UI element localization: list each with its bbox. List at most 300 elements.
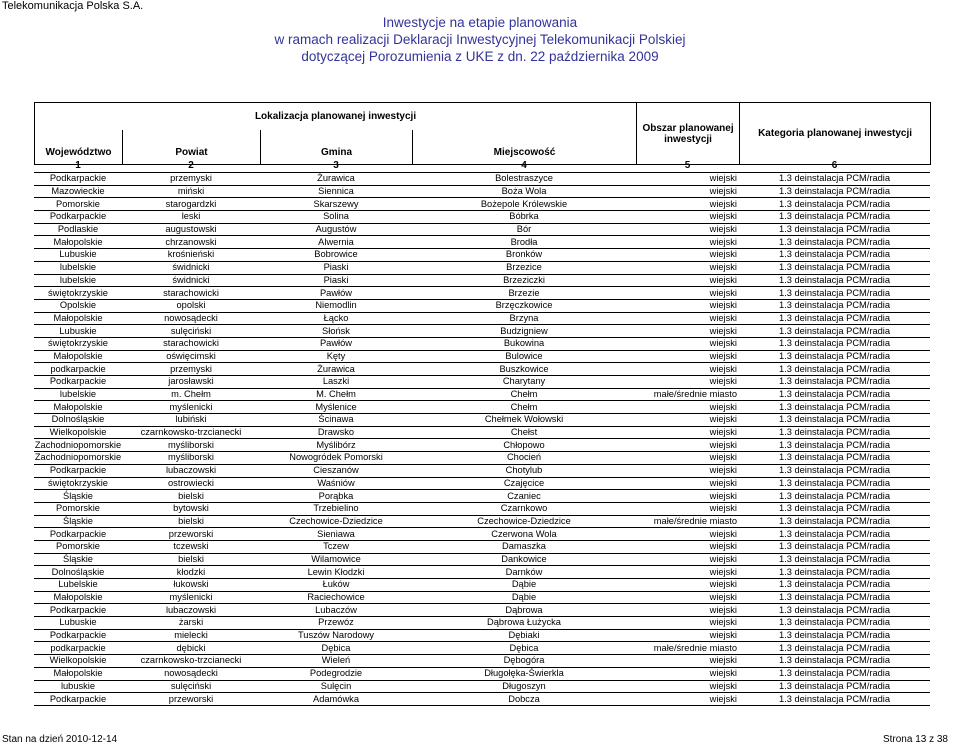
- column-number: 5: [684, 159, 691, 171]
- county-cell: augustowski: [122, 223, 260, 236]
- category-cell: 1.3 deinstalacja PCM/radia: [739, 198, 930, 211]
- commune-cell: Laszki: [260, 376, 412, 389]
- commune-cell: Trzebielino: [260, 502, 412, 515]
- area-cell: wiejski: [636, 312, 739, 325]
- county-cell: łukowski: [122, 579, 260, 592]
- area-cell: wiejski: [636, 337, 739, 350]
- voivodeship-cell: Lubuskie: [34, 249, 122, 262]
- table-row: [34, 528, 930, 541]
- county-cell: sulęciński: [122, 680, 260, 693]
- category-cell: 1.3 deinstalacja PCM/radia: [739, 236, 930, 249]
- area-cell: wiejski: [636, 325, 739, 338]
- area-cell: wiejski: [636, 693, 739, 706]
- category-cell: 1.3 deinstalacja PCM/radia: [739, 249, 930, 262]
- voivodeship-cell: Małopolskie: [34, 312, 122, 325]
- table-row: [34, 642, 930, 655]
- commune-cell: Czechowice-Dziedzice: [260, 515, 412, 528]
- area-cell: wiejski: [636, 274, 739, 287]
- category-cell: 1.3 deinstalacja PCM/radia: [739, 540, 930, 553]
- investment-table: [34, 172, 930, 706]
- locality-cell: Chełst: [412, 426, 636, 439]
- commune-cell: Tuszów Narodowy: [260, 629, 412, 642]
- area-cell: małe/średnie miasto: [636, 642, 739, 655]
- county-cell: oświęcimski: [122, 350, 260, 363]
- table-row: [34, 236, 930, 249]
- category-cell: 1.3 deinstalacja PCM/radia: [739, 452, 930, 465]
- area-cell: wiejski: [636, 401, 739, 414]
- category-cell: 1.3 deinstalacja PCM/radia: [739, 579, 930, 592]
- locality-cell: Bór: [412, 223, 636, 236]
- area-cell: wiejski: [636, 223, 739, 236]
- county-cell: kłodzki: [122, 566, 260, 579]
- county-cell: przeworski: [122, 528, 260, 541]
- area-cell: wiejski: [636, 667, 739, 680]
- table-row: [34, 490, 930, 503]
- voivodeship-cell: podkarpackie: [34, 642, 122, 655]
- voivodeship-cell: Lubelskie: [34, 579, 122, 592]
- voivodeship-cell: Podkarpackie: [34, 211, 122, 224]
- commune-cell: Łuków: [260, 579, 412, 592]
- category-cell: 1.3 deinstalacja PCM/radia: [739, 553, 930, 566]
- voivodeship-cell: Mazowieckie: [34, 185, 122, 198]
- table-row: [34, 515, 930, 528]
- locality-cell: Dąbrowa: [412, 604, 636, 617]
- area-cell: wiejski: [636, 579, 739, 592]
- commune-cell: Pawłów: [260, 287, 412, 300]
- category-cell: 1.3 deinstalacja PCM/radia: [739, 274, 930, 287]
- voivodeship-cell: Zachodniopomorskie: [34, 439, 122, 450]
- locality-cell: Dąbie: [412, 591, 636, 604]
- category-cell: 1.3 deinstalacja PCM/radia: [739, 629, 930, 642]
- area-cell: wiejski: [636, 261, 739, 274]
- commune-cell: Solina: [260, 211, 412, 224]
- category-cell: 1.3 deinstalacja PCM/radia: [739, 566, 930, 579]
- table-row: [34, 363, 930, 376]
- table-row: [34, 376, 930, 389]
- table-row: [34, 439, 930, 452]
- commune-cell: Sulęcin: [260, 680, 412, 693]
- locality-cell: Długoszyn: [412, 680, 636, 693]
- voivodeship-cell: Podkarpackie: [34, 464, 122, 477]
- locality-cell: Bronków: [412, 249, 636, 262]
- commune-cell: Myślibórz: [260, 439, 412, 452]
- voivodeship-cell: Wielkopolskie: [34, 426, 122, 439]
- county-column-header: Powiat: [123, 130, 261, 165]
- category-cell: 1.3 deinstalacja PCM/radia: [739, 604, 930, 617]
- county-cell: żarski: [122, 617, 260, 630]
- county-cell: myśliborski: [122, 439, 260, 452]
- category-cell: 1.3 deinstalacja PCM/radia: [739, 502, 930, 515]
- area-cell: wiejski: [636, 211, 739, 224]
- table-row: [34, 452, 930, 465]
- table-row: [34, 287, 930, 300]
- county-cell: m. Chełm: [122, 388, 260, 401]
- voivodeship-cell: świętokrzyskie: [34, 337, 122, 350]
- column-number: 3: [333, 159, 339, 171]
- commune-cell: Augustów: [260, 223, 412, 236]
- area-cell: wiejski: [636, 655, 739, 668]
- voivodeship-cell: świętokrzyskie: [34, 287, 122, 300]
- table-row: [34, 198, 930, 211]
- county-cell: starachowicki: [122, 337, 260, 350]
- locality-cell: Charytany: [412, 376, 636, 389]
- voivodeship-cell: Podlaskie: [34, 223, 122, 236]
- commune-cell: Podegrodzie: [260, 667, 412, 680]
- table-row: [34, 401, 930, 414]
- area-cell: wiejski: [636, 439, 739, 452]
- commune-cell: Łącko: [260, 312, 412, 325]
- commune-cell: Drawsko: [260, 426, 412, 439]
- table-row: [34, 502, 930, 515]
- table-row: [34, 566, 930, 579]
- table-row: [34, 185, 930, 198]
- area-cell: wiejski: [636, 464, 739, 477]
- commune-cell: Lewin Kłodzki: [260, 566, 412, 579]
- category-cell: 1.3 deinstalacja PCM/radia: [739, 211, 930, 224]
- county-cell: dębicki: [122, 642, 260, 655]
- voivodeship-cell: Podkarpackie: [34, 376, 122, 389]
- table-row: [34, 604, 930, 617]
- voivodeship-cell: Wielkopolskie: [34, 655, 122, 668]
- table-row: [34, 312, 930, 325]
- area-cell: wiejski: [636, 198, 739, 211]
- voivodeship-cell: Opolskie: [34, 299, 122, 312]
- area-column-header: Obszar planowanej inwestycji: [637, 103, 740, 165]
- page-number: Strona 13 z 38: [882, 734, 948, 745]
- category-column-header: Kategoria planowanej inwestycji: [740, 103, 931, 165]
- area-cell: wiejski: [636, 236, 739, 249]
- table-row: [34, 325, 930, 338]
- voivodeship-cell: Małopolskie: [34, 236, 122, 249]
- area-cell: wiejski: [636, 426, 739, 439]
- company-name: Telekomunikacja Polska S.A.: [2, 0, 144, 12]
- county-cell: myślenicki: [122, 401, 260, 414]
- table-row: [34, 617, 930, 630]
- locality-cell: Bożepole Królewskie: [412, 198, 636, 211]
- table-row: [34, 579, 930, 592]
- area-cell: wiejski: [636, 477, 739, 490]
- area-cell: wiejski: [636, 553, 739, 566]
- commune-cell: Skarszewy: [260, 198, 412, 211]
- county-cell: sulęciński: [122, 325, 260, 338]
- locality-cell: Dąbrowa Łużycka: [412, 617, 636, 630]
- category-cell: 1.3 deinstalacja PCM/radia: [739, 325, 930, 338]
- commune-cell: Ścinawa: [260, 414, 412, 427]
- voivodeship-cell: Małopolskie: [34, 591, 122, 604]
- locality-cell: Boża Wola: [412, 185, 636, 198]
- locality-cell: Czaniec: [412, 490, 636, 503]
- county-cell: leski: [122, 211, 260, 224]
- county-cell: czarnkowsko-trzcianecki: [122, 426, 260, 439]
- category-cell: 1.3 deinstalacja PCM/radia: [739, 388, 930, 401]
- locality-cell: Chełm: [412, 388, 636, 401]
- county-cell: chrzanowski: [122, 236, 260, 249]
- category-cell: 1.3 deinstalacja PCM/radia: [739, 528, 930, 541]
- voivodeship-cell: lubelskie: [34, 261, 122, 274]
- voivodeship-cell: Pomorskie: [34, 198, 122, 211]
- county-cell: przeworski: [122, 693, 260, 706]
- area-cell: wiejski: [636, 376, 739, 389]
- locality-cell: Dankowice: [412, 553, 636, 566]
- area-cell: wiejski: [636, 680, 739, 693]
- category-cell: 1.3 deinstalacja PCM/radia: [739, 426, 930, 439]
- locality-cell: Chełm: [412, 401, 636, 414]
- category-cell: 1.3 deinstalacja PCM/radia: [739, 642, 930, 655]
- area-cell: wiejski: [636, 528, 739, 541]
- commune-cell: M. Chełm: [260, 388, 412, 401]
- locality-cell: Bolestraszyce: [412, 173, 636, 186]
- voivodeship-cell: Dolnośląskie: [34, 414, 122, 427]
- column-number: 1: [75, 159, 81, 171]
- locality-cell: Buszkowice: [412, 363, 636, 376]
- voivodeship-cell: Małopolskie: [34, 350, 122, 363]
- locality-cell: Damaszka: [412, 540, 636, 553]
- table-row: [34, 540, 930, 553]
- table-row: [34, 667, 930, 680]
- commune-cell: Alwernia: [260, 236, 412, 249]
- category-cell: 1.3 deinstalacja PCM/radia: [739, 591, 930, 604]
- county-cell: starachowicki: [122, 287, 260, 300]
- county-cell: myślenicki: [122, 591, 260, 604]
- county-cell: świdnicki: [122, 274, 260, 287]
- area-cell: wiejski: [636, 414, 739, 427]
- county-cell: bielski: [122, 553, 260, 566]
- category-cell: 1.3 deinstalacja PCM/radia: [739, 337, 930, 350]
- commune-column-header: Gmina: [261, 130, 413, 165]
- document-title: [0, 14, 960, 65]
- commune-cell: Słońsk: [260, 325, 412, 338]
- voivodeship-cell: Podkarpackie: [34, 528, 122, 541]
- locality-cell: Dębica: [412, 642, 636, 655]
- category-cell: 1.3 deinstalacja PCM/radia: [739, 401, 930, 414]
- locality-cell: Czerwona Wola: [412, 528, 636, 541]
- table-row: [34, 414, 930, 427]
- table-row: [34, 337, 930, 350]
- locality-cell: Czajęcice: [412, 477, 636, 490]
- voivodeship-cell: Dolnośląskie: [34, 566, 122, 579]
- county-cell: lubiński: [122, 414, 260, 427]
- locality-cell: Brzezice: [412, 261, 636, 274]
- area-cell: małe/średnie miasto: [636, 515, 739, 528]
- area-cell: wiejski: [636, 502, 739, 515]
- category-cell: 1.3 deinstalacja PCM/radia: [739, 693, 930, 706]
- category-cell: 1.3 deinstalacja PCM/radia: [739, 515, 930, 528]
- commune-cell: Niemodlin: [260, 299, 412, 312]
- commune-cell: Siennica: [260, 185, 412, 198]
- area-cell: wiejski: [636, 452, 739, 465]
- locality-cell: Brzyna: [412, 312, 636, 325]
- table-row: [34, 173, 930, 186]
- voivodeship-cell: Śląskie: [34, 553, 122, 566]
- county-cell: bytowski: [122, 502, 260, 515]
- title-line-2: w ramach realizacji Deklaracji Inwestycyjnej Telekomunikacji Polskiej: [274, 32, 686, 47]
- locality-cell: Brzeziczki: [412, 274, 636, 287]
- column-number: 6: [831, 159, 838, 171]
- category-cell: 1.3 deinstalacja PCM/radia: [739, 223, 930, 236]
- table-row: [34, 693, 930, 706]
- category-cell: 1.3 deinstalacja PCM/radia: [739, 464, 930, 477]
- locality-cell: Czechowice-Dziedzice: [412, 515, 636, 528]
- voivodeship-cell: Małopolskie: [34, 667, 122, 680]
- voivodeship-cell: lubelskie: [34, 274, 122, 287]
- voivodeship-cell: Lubuskie: [34, 617, 122, 630]
- commune-cell: Adamówka: [260, 693, 412, 706]
- area-cell: wiejski: [636, 629, 739, 642]
- area-cell: wiejski: [636, 490, 739, 503]
- location-group-header: Lokalizacja planowanej inwestycji: [35, 103, 637, 131]
- locality-cell: Chocień: [412, 452, 636, 465]
- table-row: [34, 388, 930, 401]
- commune-cell: Piaski: [260, 261, 412, 274]
- category-cell: 1.3 deinstalacja PCM/radia: [739, 617, 930, 630]
- table-row: [34, 223, 930, 236]
- table-header: [34, 102, 931, 165]
- table-row: [34, 477, 930, 490]
- locality-cell: Brzezie: [412, 287, 636, 300]
- category-cell: 1.3 deinstalacja PCM/radia: [739, 655, 930, 668]
- locality-cell: Czarnkowo: [412, 502, 636, 515]
- commune-cell: Sieniawa: [260, 528, 412, 541]
- commune-cell: Bobrowice: [260, 249, 412, 262]
- voivodeship-cell: Pomorskie: [34, 502, 122, 515]
- county-cell: myśliborski: [122, 452, 260, 465]
- voivodeship-cell: Lubuskie: [34, 325, 122, 338]
- voivodeship-cell: świętokrzyskie: [34, 477, 122, 490]
- area-cell: wiejski: [636, 350, 739, 363]
- county-cell: przemyski: [122, 363, 260, 376]
- county-cell: świdnicki: [122, 261, 260, 274]
- county-cell: przemyski: [122, 173, 260, 186]
- county-cell: czarnkowsko-trzcianecki: [122, 655, 260, 668]
- category-cell: 1.3 deinstalacja PCM/radia: [739, 350, 930, 363]
- voivodeship-cell: Podkarpackie: [34, 604, 122, 617]
- category-cell: 1.3 deinstalacja PCM/radia: [739, 439, 930, 452]
- county-cell: bielski: [122, 490, 260, 503]
- locality-cell: Budzigniew: [412, 325, 636, 338]
- status-date: Stan na dzień 2010-12-14: [2, 734, 118, 745]
- table-row: [34, 553, 930, 566]
- county-cell: opolski: [122, 299, 260, 312]
- voivodeship-column-header: Województwo: [35, 130, 123, 165]
- voivodeship-cell: lubuskie: [34, 680, 122, 693]
- category-cell: 1.3 deinstalacja PCM/radia: [739, 287, 930, 300]
- area-cell: wiejski: [636, 185, 739, 198]
- county-cell: starogardzki: [122, 198, 260, 211]
- area-cell: małe/średnie miasto: [636, 388, 739, 401]
- table-row: [34, 680, 930, 693]
- commune-cell: Pawłów: [260, 337, 412, 350]
- county-cell: nowosądecki: [122, 312, 260, 325]
- area-cell: wiejski: [636, 540, 739, 553]
- commune-cell: Piaski: [260, 274, 412, 287]
- column-number: 2: [188, 159, 194, 171]
- commune-cell: Porąbka: [260, 490, 412, 503]
- county-cell: krośnieński: [122, 249, 260, 262]
- column-number-row: [34, 159, 930, 171]
- locality-cell: Chotylub: [412, 464, 636, 477]
- county-cell: mielecki: [122, 629, 260, 642]
- table-row: [34, 249, 930, 262]
- area-cell: wiejski: [636, 591, 739, 604]
- category-cell: 1.3 deinstalacja PCM/radia: [739, 680, 930, 693]
- category-cell: 1.3 deinstalacja PCM/radia: [739, 414, 930, 427]
- voivodeship-cell: Podkarpackie: [34, 173, 122, 186]
- county-cell: tczewski: [122, 540, 260, 553]
- county-cell: nowosądecki: [122, 667, 260, 680]
- locality-cell: Dąbie: [412, 579, 636, 592]
- voivodeship-cell: Śląskie: [34, 515, 122, 528]
- voivodeship-cell: Zachodniopomorskie: [34, 452, 122, 463]
- commune-cell: Cieszanów: [260, 464, 412, 477]
- category-cell: 1.3 deinstalacja PCM/radia: [739, 299, 930, 312]
- voivodeship-cell: Małopolskie: [34, 401, 122, 414]
- county-cell: miński: [122, 185, 260, 198]
- table-row: [34, 261, 930, 274]
- locality-cell: Darnków: [412, 566, 636, 579]
- commune-cell: Żurawica: [260, 363, 412, 376]
- table-row: [34, 211, 930, 224]
- category-cell: 1.3 deinstalacja PCM/radia: [739, 477, 930, 490]
- table-row: [34, 350, 930, 363]
- table-row: [34, 274, 930, 287]
- locality-cell: Długołęka-Świerkla: [412, 667, 636, 680]
- area-cell: wiejski: [636, 617, 739, 630]
- county-cell: ostrowiecki: [122, 477, 260, 490]
- locality-cell: Chełmek Wołowski: [412, 414, 636, 427]
- category-cell: 1.3 deinstalacja PCM/radia: [739, 173, 930, 186]
- area-cell: wiejski: [636, 299, 739, 312]
- voivodeship-cell: lubelskie: [34, 388, 122, 401]
- locality-cell: Brodła: [412, 236, 636, 249]
- commune-cell: Kęty: [260, 350, 412, 363]
- category-cell: 1.3 deinstalacja PCM/radia: [739, 261, 930, 274]
- county-cell: bielski: [122, 515, 260, 528]
- table-row: [34, 426, 930, 439]
- commune-cell: Nowogródek Pomorski: [260, 452, 412, 465]
- area-cell: wiejski: [636, 173, 739, 186]
- column-number: 4: [521, 159, 527, 171]
- table-row: [34, 464, 930, 477]
- commune-cell: Wilamowice: [260, 553, 412, 566]
- locality-cell: Brzęczkowice: [412, 299, 636, 312]
- voivodeship-cell: podkarpackie: [34, 363, 122, 376]
- area-cell: wiejski: [636, 566, 739, 579]
- locality-cell: Dobcza: [412, 693, 636, 706]
- category-cell: 1.3 deinstalacja PCM/radia: [739, 667, 930, 680]
- area-cell: wiejski: [636, 287, 739, 300]
- county-cell: lubaczowski: [122, 604, 260, 617]
- locality-column-header: Miejscowość: [413, 130, 637, 165]
- category-cell: 1.3 deinstalacja PCM/radia: [739, 312, 930, 325]
- table-row: [34, 591, 930, 604]
- locality-cell: Chłopowo: [412, 439, 636, 452]
- category-cell: 1.3 deinstalacja PCM/radia: [739, 376, 930, 389]
- commune-cell: Myślenice: [260, 401, 412, 414]
- voivodeship-cell: Podkarpackie: [34, 629, 122, 642]
- commune-cell: Raciechowice: [260, 591, 412, 604]
- commune-cell: Lubaczów: [260, 604, 412, 617]
- voivodeship-cell: Pomorskie: [34, 540, 122, 553]
- commune-cell: Dębica: [260, 642, 412, 655]
- area-cell: wiejski: [636, 604, 739, 617]
- commune-cell: Żurawica: [260, 173, 412, 186]
- area-cell: wiejski: [636, 363, 739, 376]
- locality-cell: Bulowice: [412, 350, 636, 363]
- locality-cell: Bukowina: [412, 337, 636, 350]
- voivodeship-cell: Podkarpackie: [34, 693, 122, 706]
- county-cell: jarosławski: [122, 376, 260, 389]
- commune-cell: Tczew: [260, 540, 412, 553]
